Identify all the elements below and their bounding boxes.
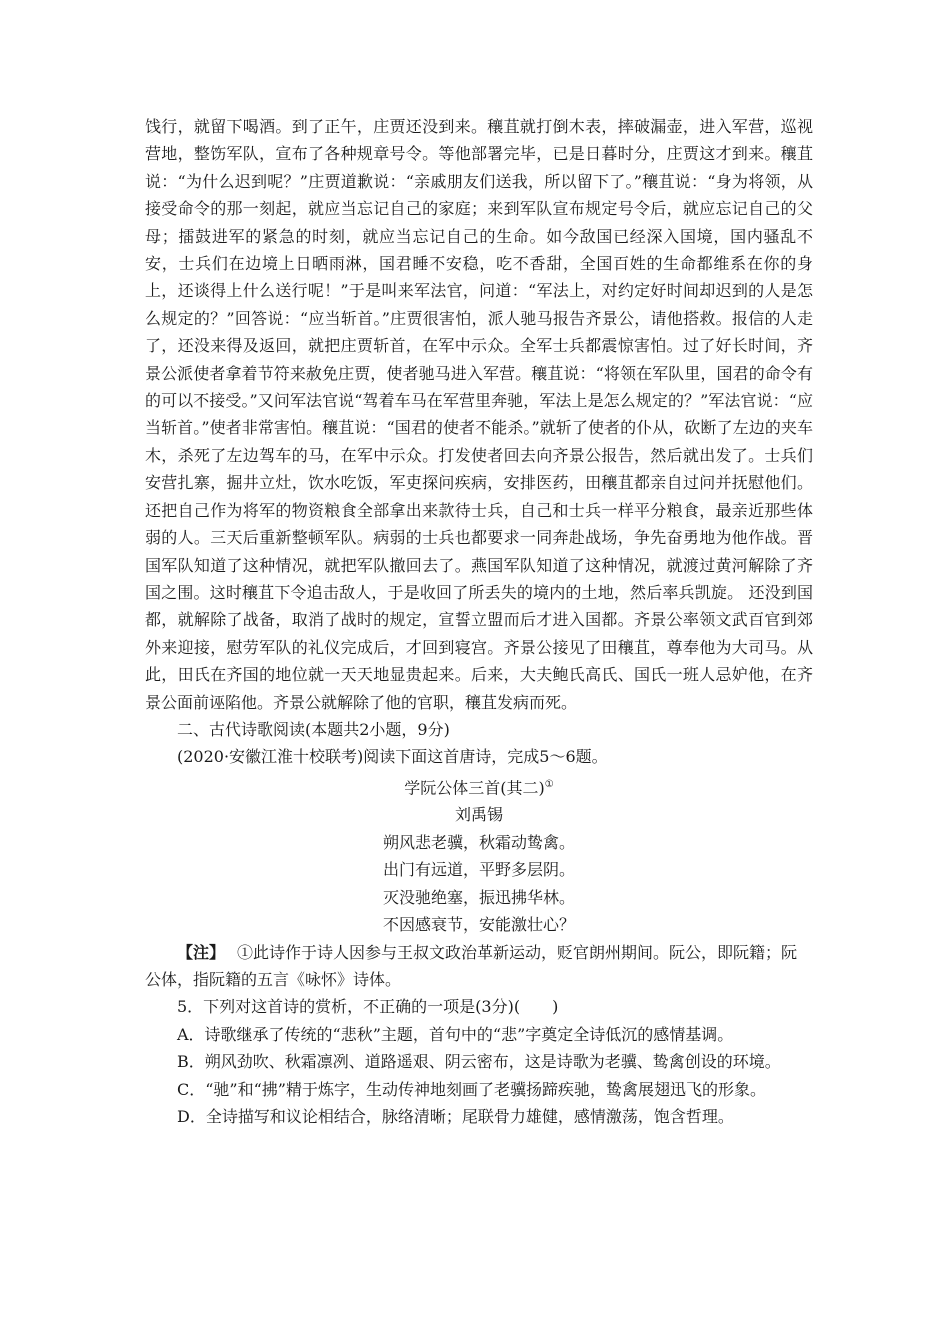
footnote-mark: ① — [544, 778, 554, 790]
poem-line: 灭没驰绝塞，振迅拂华林。 — [382, 887, 575, 907]
document-page — [145, 113, 813, 1130]
translation-passage: 饯行，就留下喝酒。到了正午，庄贾还没到来。穰苴就打倒木表，摔破漏壶，进入军营，巡视营地，整饬军队，宣布了各种规章号令。等他部署完毕，已是日暮时分，庄贾这才到来。穰苴说：“为什么迟到呢？”庄贾道歉说：“亲戚朋友们送我，所以留下了。”穰苴说：“身为将领，从接受命令的那一刻起，就应当忘记自己的家庭；来到军队宣布规定号令后，就应忘记自己的父母；擂鼓进军的紧急的时刻，就应当忘记自己的生命。如今敌国已经深入国境，国内骚乱不安，士兵们在边境上日晒雨淋，国君睡不安稳，吃不香甜，全国百姓的生命都维系在你的身上，还谈得上什么送行呢！”于是叫来军法官，问道：“军法上，对约定好时间却迟到的人是怎么规定的？”回答说：“应当斩首。”庄贾很害怕，派人驰马报告齐景公，请他搭救。报信的人走了，还没来得及返回，就把庄贾斩首，在军中示众。全军士兵都震惊害怕。过了好长时间，齐景公派使者拿着节符来赦免庄贾，使者驰马进入军营。穰苴说：“将领在军队里，国君的命令有的可以不接受。”又问军法官说“驾着车马在军营里奔驰，军法上是怎么规定的？”军法官说：“应当斩首。”使者非常害怕。穰苴说：“国君的使者不能杀。”就斩了使者的仆从，砍断了左边的夹车木，杀死了左边驾车的马，在军中示众。打发使者回去向齐景公报告，然后就出发了。士兵们安营扎寨，掘井立灶，饮水吃饭，军吏探问疾病，安排医药，田穰苴都亲自过问并抚慰他们。还把自己作为将军的物资粮食全部拿出来款待士兵，自己和士兵一样平分粮食，最亲近那些体弱的人。三天后重新整顿军队。病弱的士兵也都要求一同奔赴战场，争先奋勇地为他作战。晋国军队知道了这种情况，就把军队撤回去了。燕国军队知道了这种情况，就渡过黄河解除了齐国之围。这时穰苴下令追击敌人，于是收回了所丢失的境内的土地，然后率兵凯旋。 还没到国都，就解除了战备，取消了战时的规定，宣誓立盟而后才进入国都。齐景公率领文武百官到郊外来迎接，慰劳军队的礼仪完成后，才回到寝宫。齐景公接见了田穰苴，尊奉他为大司马。从此，田氏在齐国的地位就一天天地显贵起来。后来，大夫鲍氏高氏、国氏一班人忌妒他，在齐景公面前诬陷他。齐景公就解除了他的官职，穰苴发病而死。 — [145, 117, 813, 712]
note-label: 【注】 — [177, 942, 226, 962]
section-intro: (2020·安徽江淮十校联考)阅读下面这首唐诗，完成5～6题。 — [177, 747, 608, 767]
poem-note — [145, 939, 813, 994]
poem-author: 刘禹锡 — [454, 805, 503, 825]
poem-title — [145, 771, 813, 802]
option-b: B．朔风劲吹、秋霜凛冽、道路遥艰、阴云密布，这是诗歌为老骥、鸷禽创设的环境。 — [177, 1052, 781, 1072]
section-heading: 二、古代诗歌阅读(本题共2小题，9分) — [177, 719, 450, 739]
note-text: ①此诗作于诗人因参与王叔文政治革新运动，贬官朗州期间。阮公，即阮籍；阮公体，指阮籍的五言《咏怀》诗体。 — [145, 942, 798, 989]
poem-title-text: 学阮公体三首(其二) — [404, 778, 545, 798]
poem-line: 不因感衰节，安能激壮心？ — [382, 915, 575, 935]
option-a: A．诗歌继承了传统的“悲秋”主题，首句中的“悲”字奠定全诗低沉的感情基调。 — [177, 1024, 734, 1044]
option-c: C．“驰”和“拂”精于炼字，生动传神地刻画了老骥扬蹄疾驰，鸷禽展翅迅飞的形象。 — [177, 1079, 766, 1099]
poem-line: 朔风悲老骥，秋霜动鸷禽。 — [382, 832, 575, 852]
question-stem: 5．下列对这首诗的赏析，不正确的一项是(3分)( ) — [177, 997, 559, 1017]
option-d: D．全诗描写和议论相结合，脉络清晰；尾联骨力雄健，感情激荡，饱含哲理。 — [177, 1106, 734, 1126]
poem-line: 出门有远道，平野多层阴。 — [382, 860, 575, 880]
